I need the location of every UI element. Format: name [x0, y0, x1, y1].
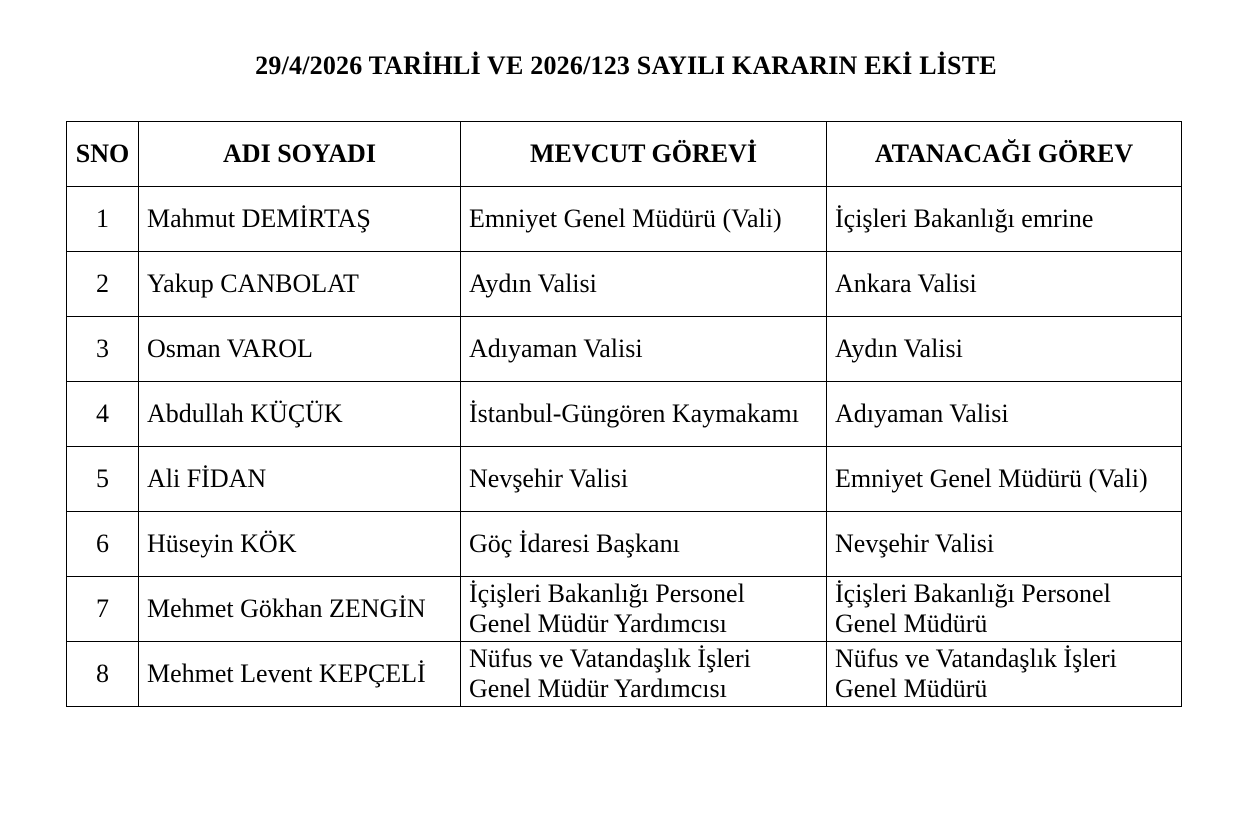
cell-appointed-position	[827, 512, 1182, 577]
table-row	[67, 187, 1182, 252]
cell-appointed-position	[827, 447, 1182, 512]
cell-sno: 8	[67, 642, 139, 707]
current-position-line: İçişleri Bakanlığı Personel	[469, 579, 745, 608]
current-position-line: Aydın Valisi	[469, 269, 597, 298]
table-row	[67, 577, 1182, 642]
cell-current-position	[461, 512, 827, 577]
current-position-line: Adıyaman Valisi	[469, 334, 643, 363]
appointed-position-line: Ankara Valisi	[835, 269, 977, 298]
current-position-line: Nevşehir Valisi	[469, 464, 629, 493]
appointed-position-line: İçişleri Bakanlığı emrine	[835, 204, 1094, 233]
header-name: ADI SOYADI	[139, 122, 461, 187]
appointment-table	[66, 121, 1182, 707]
cell-current-position	[461, 317, 827, 382]
header-sno: SNO	[67, 122, 139, 187]
header-appointed-position: ATANACAĞI GÖREV	[827, 122, 1182, 187]
table-row	[67, 317, 1182, 382]
cell-sno: 3	[67, 317, 139, 382]
appointed-position-line: Nevşehir Valisi	[835, 529, 995, 558]
cell-name: Ali FİDAN	[139, 447, 461, 512]
cell-current-position	[461, 577, 827, 642]
cell-name: Yakup CANBOLAT	[139, 252, 461, 317]
cell-appointed-position	[827, 577, 1182, 642]
appointed-position-line: Aydın Valisi	[835, 334, 963, 363]
cell-name: Abdullah KÜÇÜK	[139, 382, 461, 447]
cell-appointed-position	[827, 252, 1182, 317]
current-position-line: Genel Müdür Yardımcısı	[469, 674, 727, 703]
table-row	[67, 512, 1182, 577]
cell-name: Osman VAROL	[139, 317, 461, 382]
cell-current-position	[461, 382, 827, 447]
appointed-position-line: İçişleri Bakanlığı Personel	[835, 579, 1111, 608]
appointed-position-line: Emniyet Genel Müdürü (Vali)	[835, 464, 1148, 493]
cell-appointed-position	[827, 382, 1182, 447]
cell-sno: 6	[67, 512, 139, 577]
cell-sno: 2	[67, 252, 139, 317]
current-position-line: Nüfus ve Vatandaşlık İşleri	[469, 644, 751, 673]
cell-name: Hüseyin KÖK	[139, 512, 461, 577]
cell-current-position	[461, 252, 827, 317]
table-row	[67, 382, 1182, 447]
cell-sno: 5	[67, 447, 139, 512]
cell-sno: 7	[67, 577, 139, 642]
appointed-position-line: Genel Müdürü	[835, 674, 988, 703]
document-title: 29/4/2026 TARİHLİ VE 2026/123 SAYILI KARARIN EKİ LİSTE	[255, 51, 997, 80]
table-row	[67, 252, 1182, 317]
cell-sno: 1	[67, 187, 139, 252]
current-position-line: Emniyet Genel Müdürü (Vali)	[469, 204, 782, 233]
cell-name: Mehmet Levent KEPÇELİ	[139, 642, 461, 707]
cell-appointed-position	[827, 317, 1182, 382]
cell-sno: 4	[67, 382, 139, 447]
cell-name: Mahmut DEMİRTAŞ	[139, 187, 461, 252]
table-header-row	[67, 122, 1182, 187]
cell-name: Mehmet Gökhan ZENGİN	[139, 577, 461, 642]
cell-current-position	[461, 642, 827, 707]
appointed-position-line: Genel Müdürü	[835, 609, 988, 638]
cell-current-position	[461, 187, 827, 252]
appointed-position-line: Nüfus ve Vatandaşlık İşleri	[835, 644, 1117, 673]
header-current-position: MEVCUT GÖREVİ	[461, 122, 827, 187]
cell-appointed-position	[827, 642, 1182, 707]
current-position-line: Genel Müdür Yardımcısı	[469, 609, 727, 638]
cell-appointed-position	[827, 187, 1182, 252]
table-row	[67, 447, 1182, 512]
table-row	[67, 642, 1182, 707]
appointed-position-line: Adıyaman Valisi	[835, 399, 1009, 428]
cell-current-position	[461, 447, 827, 512]
current-position-line: Göç İdaresi Başkanı	[469, 529, 680, 558]
current-position-line: İstanbul-Güngören Kaymakamı	[469, 399, 799, 428]
